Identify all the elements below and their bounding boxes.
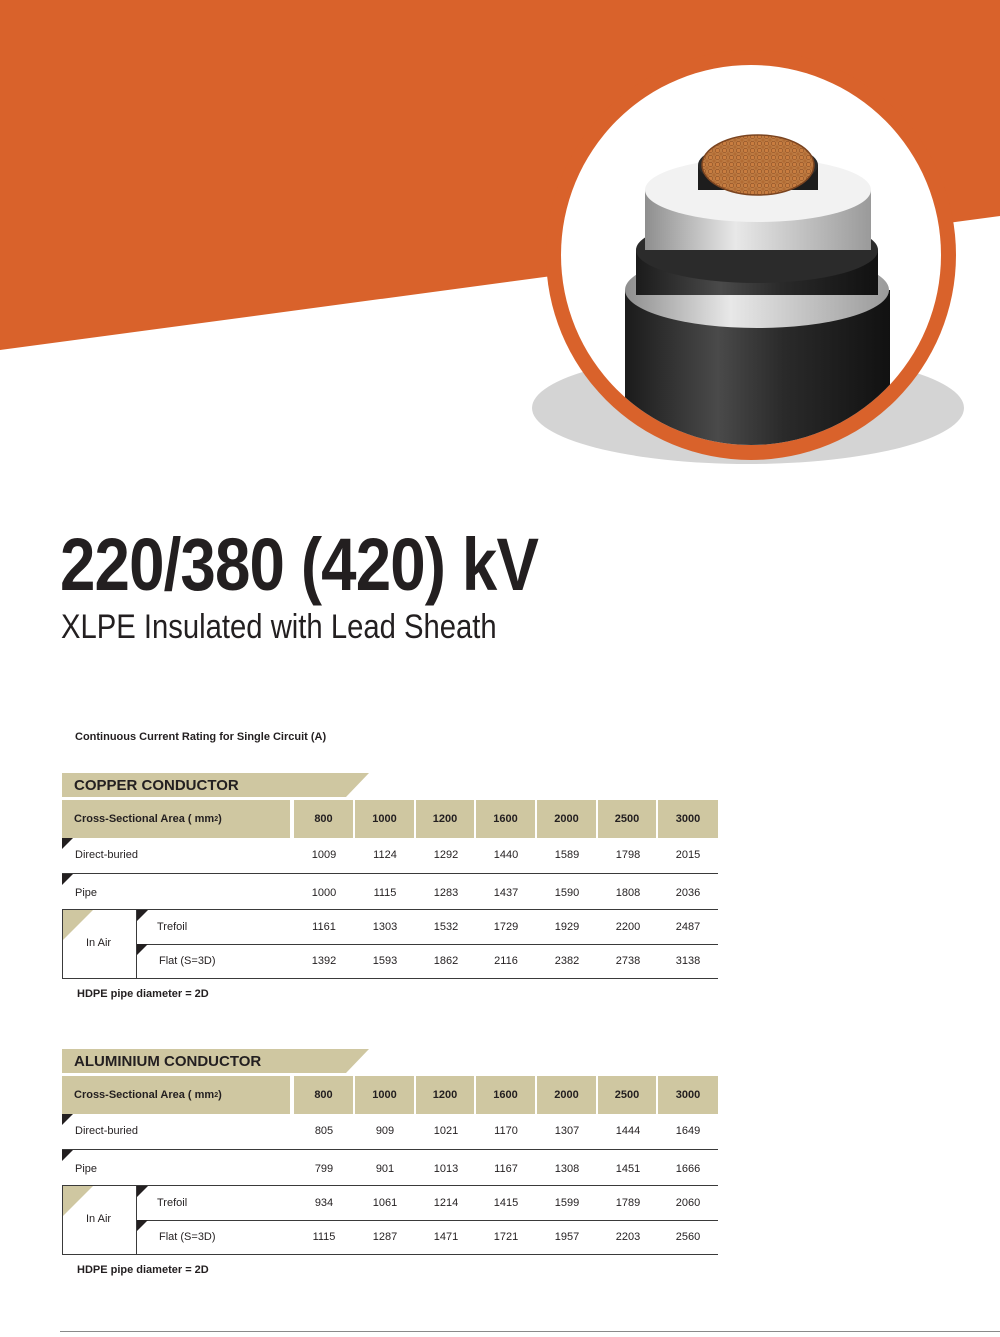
table-note: HDPE pipe diameter = 2D <box>77 988 209 1000</box>
table-cell: 2382 <box>554 955 580 967</box>
table-cell: 1308 <box>554 1163 580 1175</box>
table-cell: 1437 <box>493 887 519 899</box>
table-cell: 1929 <box>554 921 580 933</box>
table-header-row <box>62 800 718 838</box>
table-cell: 1124 <box>373 849 397 861</box>
table-cell: 2738 <box>615 955 641 967</box>
page-subtitle: XLPE Insulated with Lead Sheath <box>61 608 497 646</box>
row-label: Flat (S=3D) <box>159 1231 216 1243</box>
table-cell: 1471 <box>433 1231 459 1243</box>
section-banner <box>62 1049 369 1073</box>
table-cell: 1013 <box>433 1163 459 1175</box>
row-label: Trefoil <box>157 1197 188 1209</box>
size-header: 1000 <box>355 800 414 838</box>
table-cell: 2200 <box>615 921 641 933</box>
size-header: 2500 <box>598 800 656 838</box>
table-cell: 1649 <box>675 1125 701 1137</box>
hero-banner <box>0 0 1000 470</box>
row-label: Direct-buried <box>75 1125 138 1137</box>
table-cell: 1789 <box>615 1197 641 1209</box>
table-cell: 1115 <box>312 1231 336 1243</box>
table-cell: 1957 <box>554 1231 580 1243</box>
size-header: 1200 <box>416 1076 474 1114</box>
corner-marker-icon <box>137 910 148 921</box>
table-cell: 2060 <box>675 1197 701 1209</box>
table-row <box>62 838 718 874</box>
area-header: Cross-Sectional Area ( mm 2 ) <box>62 1076 290 1114</box>
table-cell: 1021 <box>433 1125 459 1137</box>
corner-marker-icon <box>62 874 73 885</box>
corner-marker-icon <box>137 944 148 955</box>
row-label: In Air <box>86 937 112 949</box>
table-row <box>62 1150 718 1186</box>
table-cell: 1292 <box>433 849 459 861</box>
table-cell: 3138 <box>675 955 701 967</box>
size-header: 1200 <box>416 800 474 838</box>
corner-marker-icon <box>137 1220 148 1231</box>
row-label: In Air <box>86 1213 112 1225</box>
size-header: 1600 <box>476 800 535 838</box>
table-caption: Continuous Current Rating for Single Circuit (A) <box>75 731 327 743</box>
table-cell: 1444 <box>615 1125 641 1137</box>
table-cell: 1589 <box>554 849 580 861</box>
row-label: Trefoil <box>157 921 188 933</box>
table-row <box>137 944 718 978</box>
page-title: 220/380 (420) kV <box>60 523 539 606</box>
size-header: 1000 <box>355 1076 414 1114</box>
area-header: Cross-Sectional Area ( mm 2 ) <box>62 800 290 838</box>
corner-marker-icon <box>62 1150 73 1161</box>
table-cell: 1666 <box>675 1163 701 1175</box>
size-header: 800 <box>294 800 353 838</box>
table-cell: 1721 <box>493 1231 519 1243</box>
table-cell: 1061 <box>372 1197 398 1209</box>
size-header: 800 <box>294 1076 353 1114</box>
table-row <box>137 1186 718 1221</box>
table-cell: 909 <box>375 1125 395 1137</box>
table-cell: 1000 <box>311 887 337 899</box>
table-header-row <box>62 1076 718 1114</box>
table-cell: 1214 <box>433 1197 459 1209</box>
table-cell: 1303 <box>372 921 398 933</box>
size-header: 1600 <box>476 1076 535 1114</box>
table-row <box>137 910 718 945</box>
table-cell: 1798 <box>615 849 641 861</box>
table-cell: 2116 <box>494 955 518 967</box>
size-header: 3000 <box>658 800 718 838</box>
table-cell: 1161 <box>312 921 336 933</box>
section-heading: ALUMINIUM CONDUCTOR <box>74 1053 262 1070</box>
row-label: Pipe <box>75 887 98 899</box>
size-header: 2000 <box>537 1076 596 1114</box>
table-row <box>137 1220 718 1254</box>
table-cell: 2015 <box>675 849 701 861</box>
row-label: Pipe <box>75 1163 98 1175</box>
table-cell: 901 <box>375 1163 395 1175</box>
corner-marker-icon <box>63 910 93 940</box>
table-cell: 1287 <box>372 1231 398 1243</box>
corner-marker-icon <box>63 1186 93 1216</box>
table-cell: 1593 <box>372 955 398 967</box>
cable-cross-section-icon <box>625 135 890 460</box>
table-cell: 1307 <box>554 1125 580 1137</box>
table-cell: 1451 <box>615 1163 641 1175</box>
table-cell: 1599 <box>554 1197 580 1209</box>
row-label: Flat (S=3D) <box>159 955 216 967</box>
table-cell: 1440 <box>493 849 519 861</box>
size-header: 2500 <box>598 1076 656 1114</box>
in-air-label-cell <box>62 1186 137 1254</box>
table-cell: 799 <box>314 1163 334 1175</box>
table-cell: 1808 <box>615 887 641 899</box>
table-cell: 2036 <box>675 887 701 899</box>
copper-conductor-table <box>62 773 718 1000</box>
in-air-group <box>62 1186 718 1255</box>
aluminium-conductor-table <box>62 1049 718 1276</box>
table-note: HDPE pipe diameter = 2D <box>77 1264 209 1276</box>
table-cell: 2203 <box>615 1231 641 1243</box>
corner-marker-icon <box>62 838 73 849</box>
size-header: 2000 <box>537 800 596 838</box>
table-cell: 1862 <box>433 955 459 967</box>
section-banner <box>62 773 369 797</box>
corner-marker-icon <box>62 1114 73 1125</box>
table-cell: 805 <box>314 1125 334 1137</box>
row-label: Direct-buried <box>75 849 138 861</box>
table-cell: 934 <box>314 1197 334 1209</box>
table-cell: 2487 <box>675 921 701 933</box>
table-cell: 1532 <box>433 921 459 933</box>
table-cell: 1729 <box>493 921 519 933</box>
corner-marker-icon <box>137 1186 148 1197</box>
table-cell: 1590 <box>554 887 580 899</box>
in-air-label-cell <box>62 910 137 978</box>
table-cell: 1283 <box>433 887 459 899</box>
table-cell: 1115 <box>373 887 397 899</box>
table-cell: 1170 <box>494 1125 518 1137</box>
in-air-group <box>62 910 718 979</box>
table-row <box>62 874 718 910</box>
table-cell: 1167 <box>494 1163 518 1175</box>
table-cell: 1415 <box>493 1197 519 1209</box>
table-cell: 1392 <box>311 955 337 967</box>
footer-divider <box>60 1331 1000 1332</box>
size-header: 3000 <box>658 1076 718 1114</box>
table-cell: 1009 <box>311 849 337 861</box>
section-heading: COPPER CONDUCTOR <box>74 777 239 794</box>
table-cell: 2560 <box>675 1231 701 1243</box>
table-row <box>62 1114 718 1150</box>
